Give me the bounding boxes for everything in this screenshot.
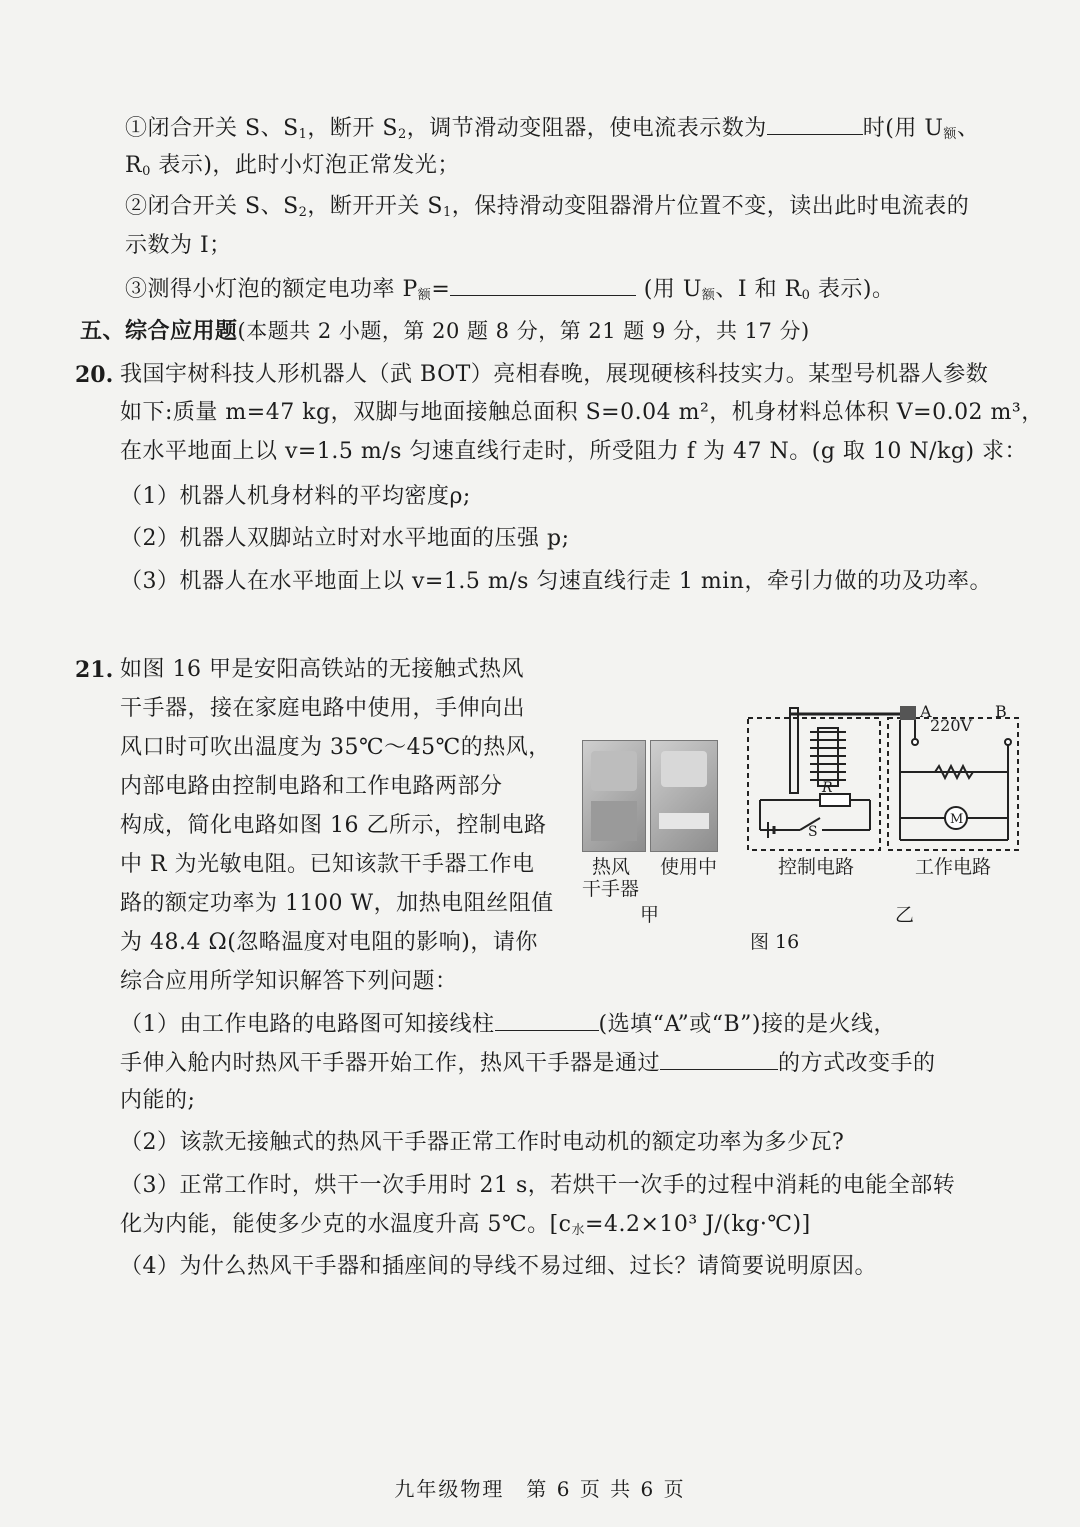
question-number: 20. [75, 362, 114, 388]
q20-sub1: （1）机器人机身材料的平均密度ρ; [120, 484, 471, 509]
q21-line: 综合应用所学知识解答下列问题： [120, 969, 458, 994]
answer-blank[interactable] [495, 1008, 599, 1031]
q21-line: 为 48.4 Ω(忽略温度对电阻的影响)，请你 [120, 930, 538, 955]
q20-line1: 我国宇树科技人形机器人（武 BOT）亮相春晚，展现硬核科技实力。某型号机器人参数 [120, 362, 989, 387]
q21-line: 风口时可吹出温度为 35℃～45℃的热风， [120, 735, 551, 760]
q21-sub2: （2）该款无接触式的热风干手器正常工作时电动机的额定功率为多少瓦? [120, 1130, 845, 1155]
q21-sub1-line2: 手伸入舱内时热风干手器开始工作，热风干手器是通过 的方式改变手的 [120, 1047, 936, 1079]
q20-line2: 如下:质量 m=47 kg，双脚与地面接触总面积 S=0.04 m²，机身材料总体积 V=0.02 m³， [120, 400, 1044, 425]
hand-dryer-photo [582, 740, 646, 852]
switch-s-label: S [808, 824, 818, 840]
q21-line: 干手器，接在家庭电路中使用，手伸向出 [120, 696, 526, 721]
answer-blank[interactable] [450, 273, 636, 296]
panel-label: 乙 [895, 904, 915, 926]
panel-label: 甲 [640, 904, 660, 926]
terminal-b-label: B [995, 702, 1007, 721]
resistor-r-label: R [822, 780, 833, 796]
q21-line: 内部电路由控制电路和工作电路两部分 [120, 774, 503, 799]
section-heading: 五、综合应用题(本题共 2 小题，第 20 题 8 分，第 21 题 9 分，共 17 分) [80, 318, 810, 344]
photo-label: 热风 [592, 856, 631, 878]
q21-line: 路的额定功率为 1100 W，加热电阻丝阻值 [120, 891, 554, 916]
motor-icon: M [950, 812, 964, 827]
q21-sub1-line3: 内能的; [120, 1088, 196, 1113]
q19-step1-line2: $R_0$ 表示)，此时小灯泡正常发光； [125, 153, 460, 179]
q19-step2-line2: 示数为 I； [125, 233, 232, 258]
q21-sub3-line2: 化为内能，能使多少克的水温度升高 5℃。[$c_水=4.2\times 10^3$ J/(kg·℃)] [120, 1212, 811, 1238]
circuit-label: 工作电路 [915, 856, 992, 878]
circuit-diagram [740, 700, 1030, 860]
q21-sub1: （1）由工作电路的电路图可知接线柱 (选填“A”或“B”)接的是火线， [120, 1008, 896, 1040]
photo-label: 使用中 [660, 856, 718, 878]
q21-line: 如图 16 甲是安阳高铁站的无接触式热风 [120, 657, 524, 682]
q20-sub3: （3）机器人在水平地面上以 v=1.5 m/s 匀速直线行走 1 min，牵引力做的功及功率。 [120, 569, 992, 594]
q21-sub3: （3）正常工作时，烘干一次手用时 21 s，若烘干一次手的过程中消耗的电能全部转 [120, 1173, 956, 1198]
q20-line3: 在水平地面上以 v=1.5 m/s 匀速直线行走时，所受阻力 f 为 47 N。(g 取 10 N/kg) 求： [120, 439, 1028, 464]
q19-step3: ③测得小灯泡的额定电功率 $P_额=$ (用 $U_额$、I 和 $R_0$ 表示)。 [125, 273, 895, 311]
q21-line: 构成，简化电路如图 16 乙所示，控制电路 [120, 813, 547, 838]
q21-line: 中 R 为光敏电阻。已知该款干手器工作电 [120, 852, 535, 877]
in-use-photo [650, 740, 718, 852]
answer-blank[interactable] [660, 1047, 778, 1070]
q19-step2: ②闭合开关 S、$S_2$，断开开关 $S_1$，保持滑动变阻器滑片位置不变，读出此时电流表的 [125, 194, 970, 220]
page-footer: 九年级物理 第 6 页 共 6 页 [394, 1477, 686, 1501]
terminal-a-label: A [920, 702, 932, 721]
question-number: 21. [75, 657, 114, 683]
q21-sub4: （4）为什么热风干手器和插座间的导线不易过细、过长？请简要说明原因。 [120, 1254, 877, 1279]
figure-caption: 图 16 [750, 931, 800, 953]
answer-blank[interactable] [767, 112, 863, 135]
q20-sub2: （2）机器人双脚站立时对水平地面的压强 p; [120, 526, 570, 551]
q19-step1: ①闭合开关 S、$S_1$，断开 $S_2$，调节滑动变阻器，使电流表示数为 时(用 $U_额$、 [125, 112, 979, 150]
photo-label: 干手器 [582, 878, 640, 900]
voltage-label: 220V [930, 716, 973, 735]
circuit-label: 控制电路 [778, 856, 855, 878]
